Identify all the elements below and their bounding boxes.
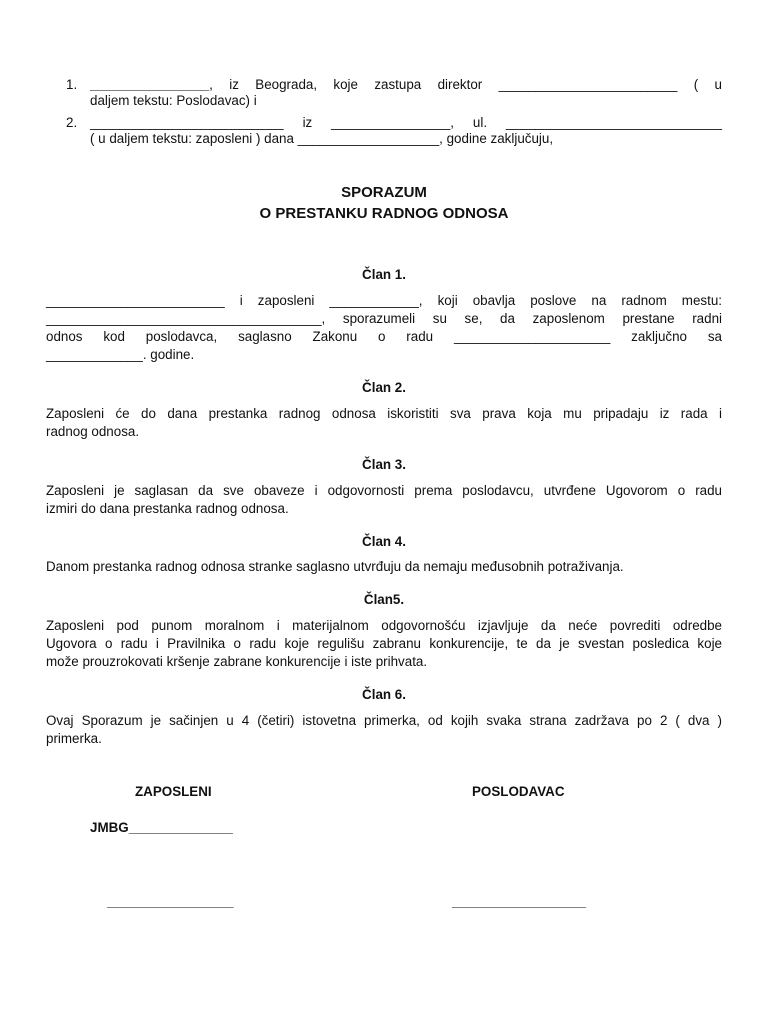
article-1-heading: Član 1. <box>362 267 406 282</box>
article-2-body <box>46 405 722 441</box>
article-6-heading: Član 6. <box>362 687 406 702</box>
article-4-line: Danom prestanka radnog odnosa stranke saglasno utvrđuju da nemaju međusobnih potraživanja. <box>46 559 624 574</box>
article-5-body <box>46 617 722 671</box>
party-1-end: ( u <box>693 77 722 92</box>
article-5-heading: Član5. <box>363 592 405 607</box>
party-1-line2: daljem tekstu: Poslodavac) i <box>90 93 257 108</box>
party-2-number: 2. <box>66 115 78 130</box>
article-3-line: izmiri do dana prestanka radnog odnosa. <box>46 501 289 516</box>
employee-signature-line: _________________ <box>107 894 234 909</box>
party-2-street-blank: _____________________________ <box>506 115 722 130</box>
employer-signature-line: __________________ <box>452 894 587 909</box>
party-2-name-blank: __________________________ <box>90 115 284 130</box>
employer-signature-label: POSLODAVAC <box>472 784 565 799</box>
article-5-line: Zaposleni pod punom moralnom i materijalnom odgovornošću izjavljuje da neće povrediti odredbe <box>46 618 722 633</box>
party-1-name-blank: ________________ <box>90 77 210 92</box>
document-title <box>46 182 722 224</box>
title-line-2: O PRESTANKU RADNOG ODNOSA <box>259 205 509 222</box>
party-1-text: , iz Beograda, koje zastupa direktor <box>209 77 483 92</box>
article-5-line: može prouzrokovati kršenje zabrane konkurencije i iste prihvata. <box>46 654 428 669</box>
article-5-line: Ugovora o radu i Pravilnika o radu koje regulišu zabranu konkurencije, te da je svestan posledica koje <box>46 636 722 651</box>
article-2-line: Zaposleni će do dana prestanka radnog odnosa iskoristiti sva prava koja mu pripadaju iz rada i <box>46 406 722 421</box>
article-1-line: ________________________ i zaposleni ____________, koji obavlja poslove na radnom mestu: <box>46 293 722 308</box>
article-4-body <box>46 558 722 576</box>
party-1-number: 1. <box>66 77 78 92</box>
article-1-line: _____________________________________, sporazumeli su se, da zaposlenom prestane radni <box>46 311 722 326</box>
article-6-line: Ovaj Sporazum je sačinjen u 4 (četiri) istovetna primerka, od kojih svaka strana zadržava po 2 ( dva ) <box>46 713 722 728</box>
article-6-body <box>46 712 722 748</box>
article-4-heading: Član 4. <box>362 534 406 549</box>
article-1-line: odnos kod poslodavca, saglasno Zakonu o radu _____________________ zaključno sa <box>46 329 722 344</box>
party-1-director-blank: ________________________ <box>498 77 678 92</box>
article-1-line: _____________. godine. <box>46 347 195 362</box>
title-line-1: SPORAZUM <box>341 184 427 201</box>
article-2-line: radnog odnosa. <box>46 424 140 439</box>
jmbg-field: JMBG______________ <box>90 820 233 835</box>
article-3-line: Zaposleni je saglasan da sve obaveze i odgovornosti prema poslodavcu, utvrđene Ugovorom o radu <box>46 483 722 498</box>
article-3-body <box>46 482 722 518</box>
article-1-body <box>46 292 722 364</box>
article-6-line: primerka. <box>46 731 102 746</box>
party-2-text: iz ________________, ul. <box>302 115 488 130</box>
party-2-line2: ( u daljem tekstu: zaposleni ) dana ___________________, godine zaključuju, <box>90 131 554 146</box>
article-3-heading: Član 3. <box>362 457 406 472</box>
article-2-heading: Član 2. <box>362 380 406 395</box>
employee-signature-label: ZAPOSLENI <box>135 784 212 799</box>
